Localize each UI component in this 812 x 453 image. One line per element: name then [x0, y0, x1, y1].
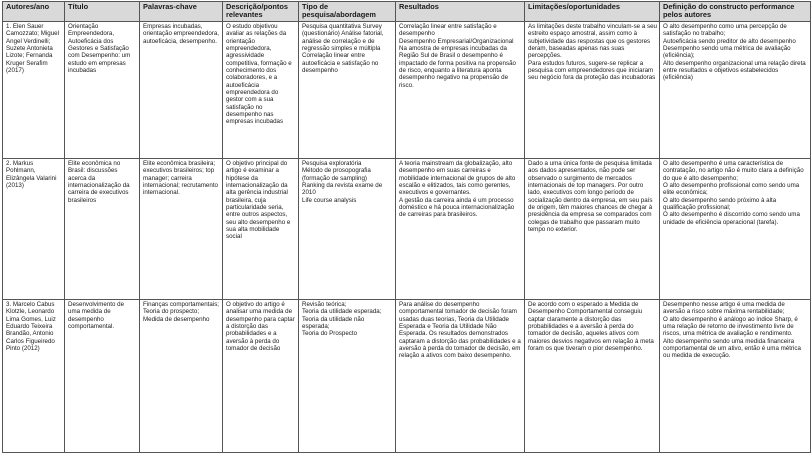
- cell-paragraph: Dado a uma única fonte de pesquisa limitada aos dados apresentados, não pode ser observado o surgimento de mercados internacionais de top managers. Por outro lado, executivos com longo período de socialização dentro da empresa, em seu país de origem, têm maiores chances de chegar à presidência da empresa se comparados com colegas de trabalho que passaram muito tempo no exterior.: [528, 160, 653, 234]
- cell-paragraph: Para análise do desempenho comportamental tomador de decisão foram usadas duas teorias, Teoria da Utilidade Esperada e Teoria da Utilidade Não Esperada. Os resultados demonstrados captaram a distorção das probabilidades e a aversão à perda do tomador de decisão, em relação a ativos com baixo desempenho.: [399, 301, 521, 360]
- cell-paragraph: 2. Markus Pohlmann, Elizângela Valarini (2013): [6, 160, 57, 190]
- title-cell: [65, 159, 140, 300]
- title-cell: [65, 22, 140, 159]
- cell-paragraph: Teoria do Prospecto: [302, 330, 358, 338]
- table-row: [3, 300, 811, 453]
- limitations-cell: [525, 159, 660, 300]
- authors-cell: [3, 300, 65, 453]
- cell-paragraph: O estudo objetivou avaliar as relações da orientação empreendedora, agressividade competitiva, formação e conhecimento dos colaboradores, e a autoeficácia empreendedora do gestor com a sua satisfação no desempenho nas empresas incubadas: [226, 23, 292, 126]
- col-limitations-header: Limitações/oportunidades: [525, 2, 660, 22]
- definition-cell: [660, 159, 811, 300]
- header-row: [3, 2, 811, 22]
- cell-paragraph: O objetivo do artigo é analisar uma medida de desempenho para captar a distorção das probabilidades e a aversão à perda do tomador de decisão: [226, 301, 295, 353]
- cell-paragraph: Pesquisa exploratória: [302, 160, 362, 167]
- cell-paragraph: 3. Marcelo Cabus Klotzle, Leonardo Lima Gomes, Luiz Eduardo Teixeira Brandão, Antonio Carlos Figueiredo Pinto (2012): [6, 301, 56, 353]
- authors-cell: [3, 22, 65, 159]
- cell-paragraph: Teoria da utilidade não esperada;: [302, 315, 365, 331]
- cell-paragraph: Revisão teórica;: [302, 301, 347, 308]
- col-keywords-header: Palavras-chave: [140, 2, 223, 22]
- cell-paragraph: Alto desempenho organizacional uma relação direta entre resultados e objetivos estabelecidos (eficiência): [663, 59, 806, 82]
- cell-paragraph: A gestão da carreira ainda é um processo doméstico e há pouca internacionalização de carreiras para brasileiros.: [399, 196, 515, 219]
- literature-review-table: [2, 1, 811, 453]
- keywords-cell: [140, 300, 223, 453]
- cell-paragraph: Ranking da revista exame de 2010: [302, 182, 383, 197]
- col-authors-header: Autores/ano: [3, 2, 65, 22]
- cell-paragraph: Alto desempenho sendo uma medida financeira comportamental de um ativo, então é uma métrica ou medida de execução.: [663, 337, 801, 360]
- cell-paragraph: Finanças comportamentais; Teoria do prospecto; Medida de desempenho: [143, 301, 220, 323]
- col-results-header: Resultados: [396, 2, 525, 22]
- definition-cell: [660, 22, 811, 159]
- cell-paragraph: O alto desempenho sendo próximo à alta qualificação profissional;: [663, 196, 777, 212]
- col-research-type-header: Tipo de pesquisa/abordagem: [299, 2, 396, 22]
- limitations-cell: [525, 300, 660, 453]
- results-cell: [396, 159, 525, 300]
- cell-paragraph: Método de prosopografia (formação de sampling): [302, 167, 371, 182]
- results-cell: [396, 300, 525, 453]
- results-cell: [396, 22, 525, 159]
- authors-cell: [3, 159, 65, 300]
- cell-paragraph: Life course analysis: [302, 196, 357, 204]
- cell-paragraph: O alto desempenho é discorrido como sendo uma unidade de eficiência operacional (tarefa).: [663, 211, 800, 226]
- cell-paragraph: Desempenho Empresarial/Organizacional: [399, 37, 514, 45]
- cell-paragraph: Elite econômica brasileira; executivos brasileiros; top manager; carreira internacional; recrutamento internacional.: [143, 160, 218, 197]
- cell-paragraph: Desenvolvimento de uma medida de desempenho comportamental.: [68, 301, 125, 331]
- cell-paragraph: De acordo com o esperado a Medida de Desempenho Comportamental conseguiu captar claramente a distorção das probabilidades e a aversão à perda do tomador de decisão, aqueles ativos com maiores desvios negativos em relação à meta foram os que tiveram o pior desempenho.: [528, 301, 654, 353]
- col-description-header: Descrição/pontos relevantes: [223, 2, 299, 22]
- cell-paragraph: Desempenho nesse artigo é uma medida de aversão a risco sobre máxima rentabilidade;: [663, 301, 785, 316]
- cell-paragraph: As limitações deste trabalho vinculam-se a seu estreito espaço amostral, assim como à subjetividade das respostas que os gestores deram, baseadas apenas nas suas percepções.: [528, 23, 657, 60]
- cell-paragraph: Teoria da utilidade esperada;: [302, 308, 382, 316]
- research-type-cell: [299, 22, 396, 159]
- cell-paragraph: Elite econômica no Brasil: discussões acerca da internacionalização da carreira de executivos brasileiros: [68, 160, 130, 204]
- cell-paragraph: O alto desempenho profissional como sendo uma elite econômica;: [663, 182, 800, 197]
- cell-paragraph: O alto desempenho como uma percepção de satisfação no trabalho;: [663, 23, 787, 38]
- table-row: [3, 159, 811, 300]
- description-cell: [223, 22, 299, 159]
- cell-paragraph: O alto desempenho é análogo ao índice Sharp, é uma relação de retorno de investimento livre de riscos, uma métrica de avaliação e rendimento.: [663, 315, 798, 338]
- cell-paragraph: A teoria mainstream da globalização, alto desempenho em suas carreiras e mobilidade internacional de grupos de alto escalão e elitizados, tais como gerentes, executivos e governantes.: [399, 160, 516, 197]
- description-cell: [223, 159, 299, 300]
- col-definition-header: Definição do constructo performance pelos autores: [660, 2, 811, 22]
- limitations-cell: [525, 22, 660, 159]
- research-type-cell: [299, 159, 396, 300]
- cell-paragraph: Empresas incubadas, orientação empreendedora, autoeficácia, desempenho.: [143, 23, 220, 45]
- definition-cell: [660, 300, 811, 453]
- cell-paragraph: Na amostra de empresas incubadas da Região Sul de Brasil o desempenho é impactado de forma positiva na propensão de risco, enquanto a literatura aponta desempenho negativo na propensão de risco.: [399, 45, 516, 89]
- col-title-header: Título: [65, 2, 140, 22]
- research-type-cell: [299, 300, 396, 453]
- title-cell: [65, 300, 140, 453]
- cell-paragraph: 1. Elen Sauer Camozzato; Miguel Angel Verdinelli; Suzete Antonieta Lizote; Fernanda Kruger Serafim (2017): [6, 23, 59, 75]
- cell-paragraph: O alto desempenho é uma característica de contratação, no artigo não é muito clara a definição do que é alto desempenho;: [663, 160, 804, 182]
- cell-paragraph: Autoeficácia sendo preditor de alto desempenho: [663, 37, 796, 45]
- keywords-cell: [140, 22, 223, 159]
- cell-paragraph: Desempenho sendo uma métrica de avaliação (eficiência);: [663, 45, 791, 60]
- keywords-cell: [140, 159, 223, 300]
- cell-paragraph: Correlação linear entre satisfação e desempenho: [399, 23, 497, 38]
- cell-paragraph: Para estudos futuros, sugere-se replicar a pesquisa com empreendedores que iniciaram seu negócio fora da proteção das incubadoras: [528, 59, 656, 82]
- table-row: [3, 22, 811, 159]
- cell-paragraph: Correlação linear entre autoeficácia e satisfação no desempenho: [302, 52, 379, 75]
- cell-paragraph: Orientação Empreendedora, Autoeficácia dos Gestores e Satisfação com Desempenho: um estudo em empresas incubadas: [68, 23, 131, 75]
- cell-paragraph: Pesquisa quantitativa Survey (questionário) Análise fatorial, análise de correlação e de regressão simples e múltipla: [302, 23, 384, 53]
- description-cell: [223, 300, 299, 453]
- cell-paragraph: O objetivo principal do artigo é examinar a hipótese da internacionalização da alta gerência industrial brasileira, cuja particularidade seria, entre outros aspectos, seu alto desempenho e sua alta mobilidade social: [226, 160, 291, 241]
